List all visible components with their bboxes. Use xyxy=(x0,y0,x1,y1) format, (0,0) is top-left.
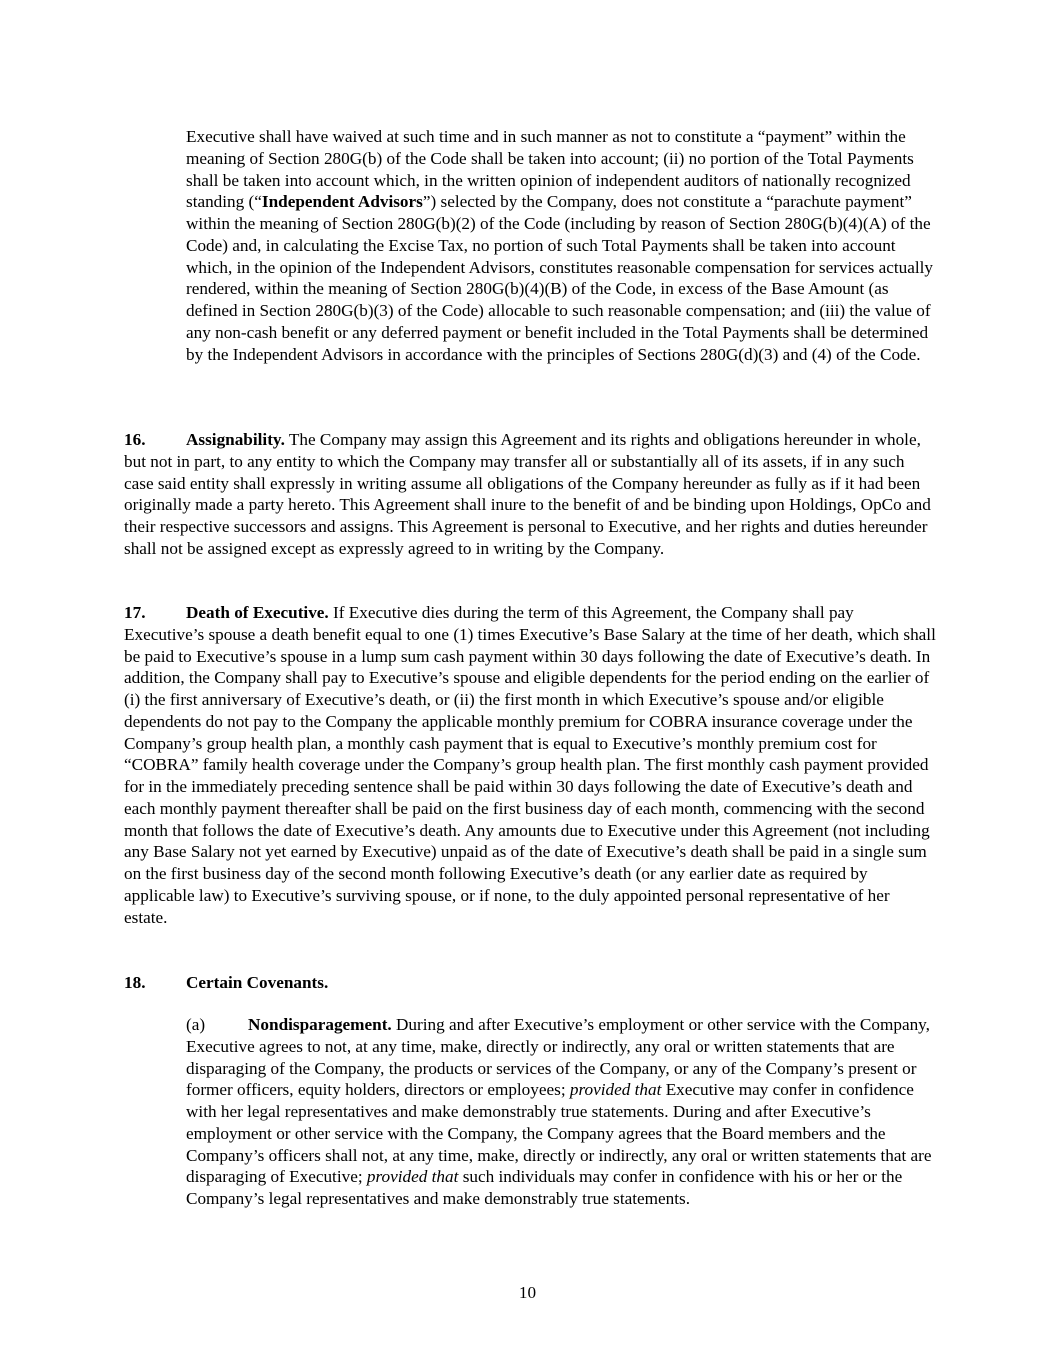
section-18-heading: Certain Covenants. xyxy=(186,973,329,992)
defined-term: Independent Advisors xyxy=(261,192,423,212)
section-18a xyxy=(186,1014,938,1210)
section-18a-label: (a) xyxy=(186,1015,206,1034)
page-number: 10 xyxy=(518,1283,537,1302)
section-18a-proviso-2: provided that xyxy=(366,1167,459,1187)
section-16-heading: Assignability. xyxy=(186,430,285,449)
section-17-heading: Death of Executive. xyxy=(186,603,329,622)
section-17 xyxy=(124,602,936,928)
section-18a-text-3: such individuals may confer in confidence with his or her or the Company’s legal representatives and make demonstrably true statements. xyxy=(186,1167,903,1208)
continuation-text-1: Executive shall have waived at such time and in such manner as not to constitute a “payment” within the meaning of Section 280G(b) of the Code shall be taken into account; (ii) no portion of the Total Payments shall be taken into account which, in the written opinion of independent auditors of nationally recognized standing (“ xyxy=(186,127,914,212)
section-17-body: If Executive dies during the term of this Agreement, the Company shall pay Executive’s spouse a death benefit equal to one (1) times Executive’s Base Salary at the time of her death, which shall be paid to Executive’s spouse in a lump sum cash payment within 30 days following the date of Executive’s death. In addition, the Company shall pay to Executive’s spouse and eligible dependents for the period ending on the earlier of (i) the first anniversary of Executive’s death, or (ii) the first month in which Executive’s spouse and/or eligible dependents do not pay to the Company the applicable monthly premium for COBRA insurance coverage under the Company’s group health plan, a monthly cash payment that is equal to Executive’s monthly premium cost for “COBRA” family health coverage under the Company’s group health plan. The first monthly cash payment provided for in the immediately preceding sentence shall be paid within 30 days following the date of Executive’s death and each monthly payment thereafter shall be paid on the first business day of each month, commencing with the second month that follows the date of Executive’s death. Any amounts due to Executive under this Agreement (not including any Base Salary not yet earned by Executive) unpaid as of the date of Executive’s death shall be paid in a single sum on the first business day of the second month following Executive’s death (or any earlier date as required by applicable law) to Executive’s surviving spouse, or if none, to the duly appointed personal representative of her estate. xyxy=(124,603,936,927)
section-18a-heading: Nondisparagement. xyxy=(248,1015,392,1034)
section-18-heading-line xyxy=(124,972,936,994)
continuation-paragraph xyxy=(186,126,938,365)
section-18a-text-2: Executive may confer in confidence with her legal representatives and make demonstrably true statements. During and after Executive’s employment or other service with the Company, the Company agrees that the Board members and the Company’s officers shall not, at any time, make, directly or indirectly, any oral or written statements that are disparaging of Executive; xyxy=(186,1080,932,1187)
section-17-number: 17. xyxy=(124,603,146,622)
section-16-number: 16. xyxy=(124,430,146,449)
section-18a-text-1: During and after Executive’s employment or other service with the Company, Executive agrees to not, at any time, make, directly or indirectly, any oral or written statements that are disparaging of the Company, the products or services of the Company, or any of the Company’s present or former officers, equity holders, directors or employees; xyxy=(186,1015,930,1100)
section-18-number: 18. xyxy=(124,973,146,992)
section-16-body: The Company may assign this Agreement and its rights and obligations hereunder in whole, but not in part, to any entity to which the Company may transfer all or substantially all of its assets, if in any such case said entity shall expressly in writing assume all obligations of the Company hereunder as fully as if it had been originally made a party hereto. This Agreement shall inure to the benefit of and be binding upon Holdings, OpCo and their respective successors and assigns. This Agreement is personal to Executive, and her rights and duties hereunder shall not be assigned except as expressly agreed to in writing by the Company. xyxy=(124,430,931,558)
section-16 xyxy=(124,429,936,560)
section-18a-proviso-1: provided that xyxy=(569,1080,662,1100)
continuation-text-2: ”) selected by the Company, does not constitute a “parachute payment” within the meaning of Section 280G(b)(2) of the Code (including by reason of Section 280G(b)(4)(A) of the Code) and, in calculating the Excise Tax, no portion of such Total Payments shall be taken into account which, in the opinion of the Independent Advisors, constitutes reasonable compensation for services actually rendered, within the meaning of Section 280G(b)(4)(B) of the Code, in excess of the Base Amount (as defined in Section 280G(b)(3) of the Code) allocable to such reasonable compensation; and (iii) the value of any non-cash benefit or any deferred payment or benefit included in the Total Payments shall be determined by the Independent Advisors in accordance with the principles of Sections 280G(d)(3) and (4) of the Code. xyxy=(186,192,933,364)
